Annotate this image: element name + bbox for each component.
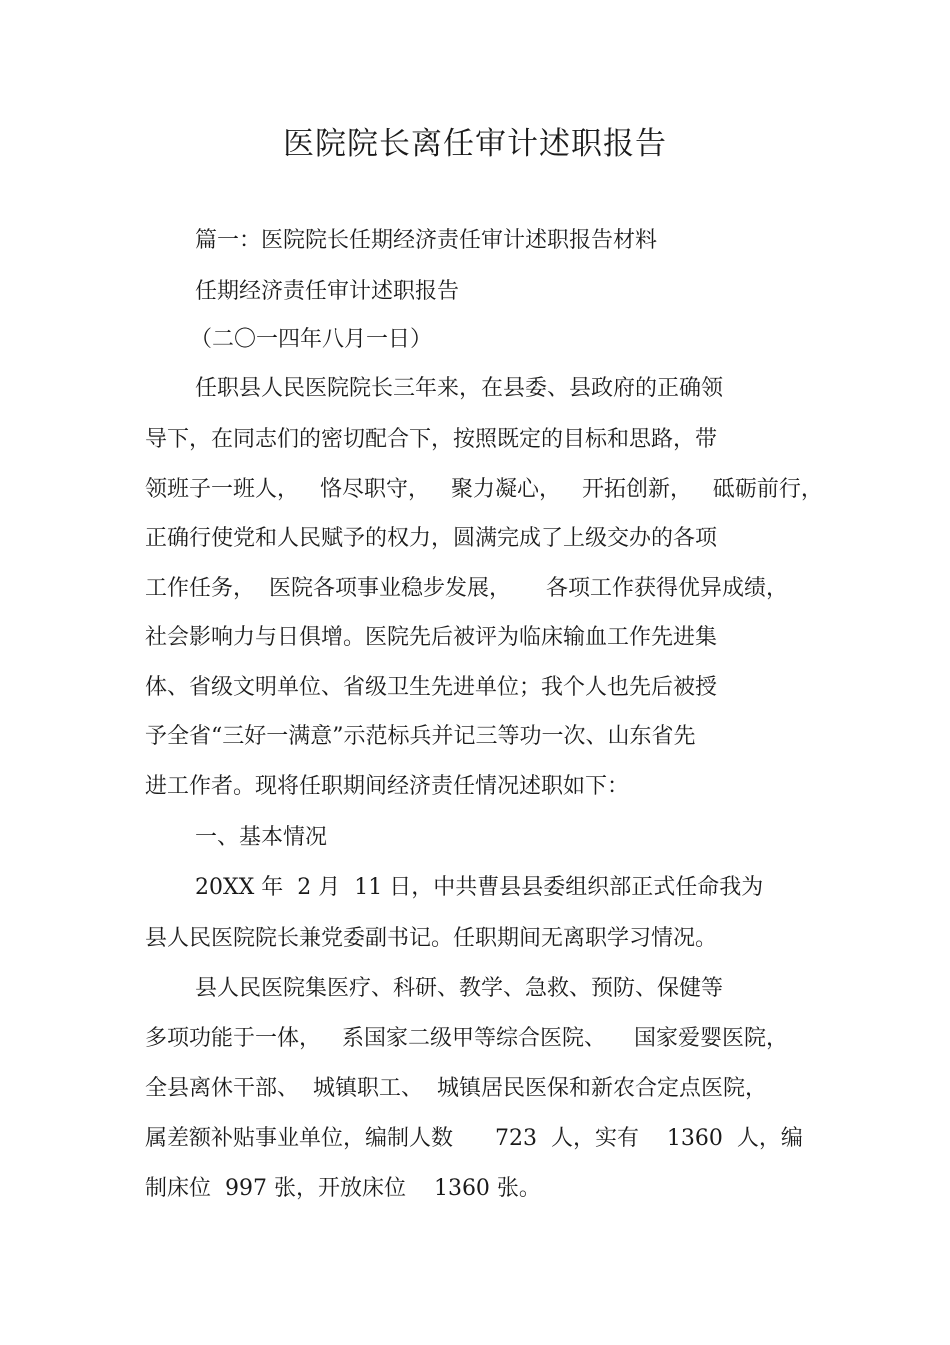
report-subtitle: 任期经济责任审计述职报告: [195, 279, 460, 304]
report-date: （二〇一四年八月一日）: [190, 327, 433, 352]
paragraph-line: 县人民医院集医疗、科研、教学、急救、预防、保健等: [195, 976, 724, 1001]
paragraph-line: 领班子一班人， 恪尽职守， 聚力凝心， 开拓创新， 砥砺前行，: [145, 477, 823, 502]
document-title: 医院院长离任审计述职报告: [283, 126, 667, 162]
paragraph-line: 社会影响力与日俱增。医院先后被评为临床输血工作先进集: [145, 625, 718, 650]
paragraph-line: 正确行使党和人民赋予的权力，圆满完成了上级交办的各项: [145, 526, 718, 551]
paragraph-line: 予全省“三好一满意”示范标兵并记三等功一次、山东省先: [145, 724, 696, 749]
paragraph-line: 县人民医院院长兼党委副书记。任职期间无离职学习情况。: [145, 926, 718, 951]
section-heading: 篇一：医院院长任期经济责任审计述职报告材料: [195, 228, 658, 253]
paragraph-line: 属差额补贴事业单位，编制人数 723 人，实有 1360 人，编: [145, 1126, 803, 1151]
paragraph-line: 体、省级文明单位、省级卫生先进单位；我个人也先后被授: [145, 675, 718, 700]
paragraph-line: 进工作者。现将任职期间经济责任情况述职如下：: [145, 774, 630, 799]
paragraph-line: 多项功能于一体， 系国家二级甲等综合医院、 国家爱婴医院，: [145, 1026, 788, 1051]
paragraph-line: 导下，在同志们的密切配合下，按照既定的目标和思路，带: [145, 427, 718, 452]
section-heading: 一、基本情况: [195, 825, 328, 850]
paragraph-line: 任职县人民医院院长三年来，在县委、县政府的正确领: [195, 376, 724, 401]
paragraph-line: 制床位 997 张，开放床位 1360 张。: [145, 1176, 541, 1201]
paragraph-line: 工作任务， 医院各项事业稳步发展， 各项工作获得优异成绩，: [145, 576, 788, 601]
paragraph-line: 全县离休干部、 城镇职工、 城镇居民医保和新农合定点医院，: [145, 1076, 767, 1101]
paragraph-line: 20XX 年 2 月 11 日，中共曹县县委组织部正式任命我为: [195, 875, 764, 900]
